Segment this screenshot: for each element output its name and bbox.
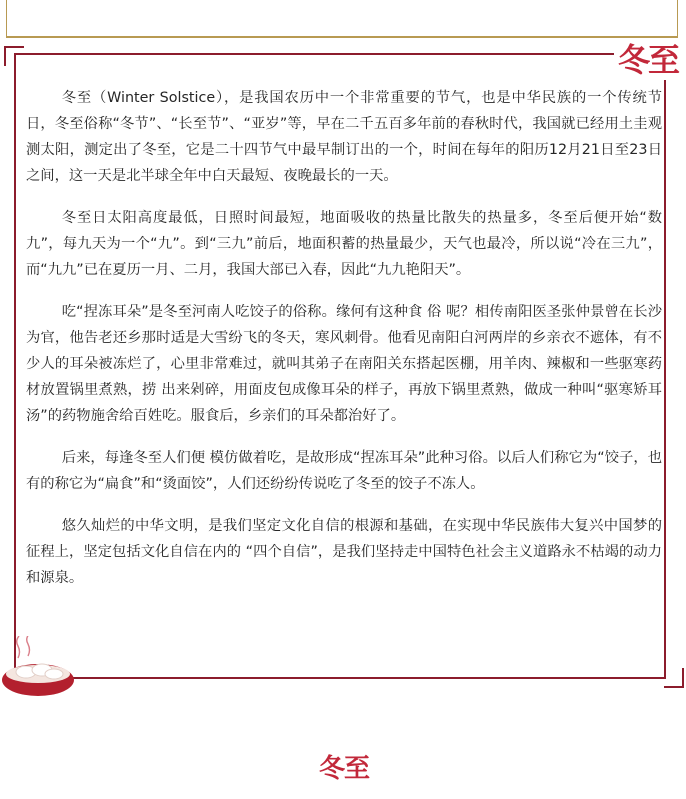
dumpling-bowl-icon — [0, 636, 80, 700]
footer-title: 冬至 — [318, 754, 369, 784]
paragraph-5: 悠久灿烂的中华文明，是我们坚定文化自信的根源和基础，在实现中华民族伟大复兴中国梦的征程上，坚定包括文化自信在内的 “四个自信”，是我们坚持走中国特色社会主义道路永不枯竭的动力和源泉。 — [26, 518, 662, 586]
frame-corner-bottom-right — [664, 668, 684, 688]
paragraph-3: 吃“捏冻耳朵”是冬至河南人吃饺子的俗称。缘何有这种食 俗 呢？相传南阳医圣张仲景曾在长沙为官，他告老还乡那时适是大雪纷飞的冬天，寒风刺骨。他看见南阳白河两岸的乡亲衣不遮体，有不少人的耳朵被冻烂了，心里非常难过，就叫其弟子在南阳关东搭起医棚，用羊肉、辣椒和一些驱寒药材放置锅里煮熟，捞 出来剁碎，用面皮包成像耳朵的样子，再放下锅里煮熟，做成一种叫“驱寒矫耳汤”的药物施舍给百姓吃。服食后，乡亲们的耳朵都治好了。 — [26, 304, 662, 424]
header-title: 冬至 — [614, 40, 682, 80]
paragraph-1: 冬至（Winter Solstice），是我国农历中一个非常重要的节气，也是中华民族的一个传统节日，冬至俗称“冬节”、“长至节”、“亚岁”等，早在二千五百多年前的春秋时代，我国就已经用土圭观测太阳，测定出了冬至，它是二十四节气中最早制订出的一个，时间在每年的阳历12月21日至23日之间，这一天是北半球全年中白天最短、夜晚最长的一天。 — [26, 90, 662, 184]
top-decorative-rule — [6, 0, 678, 38]
paragraph-2: 冬至日太阳高度最低，日照时间最短，地面吸收的热量比散失的热量多，冬至后便开始“数九”，每九天为一个“九”。到“三九”前后，地面积蓄的热量最少，天气也最冷，所以说“冷在三九”，而“九九”已在夏历一月、二月，我国大部已入春，因此“九九艳阳天”。 — [26, 210, 662, 278]
paragraph-4: 后来，每逢冬至人们便 模仿做着吃，是故形成“捏冻耳朵”此种习俗。以后人们称它为“饺子，也有的称它为“扁食”和“烫面饺”，人们还纷纷传说吃了冬至的饺子不冻人。 — [26, 450, 662, 492]
article-body — [26, 85, 662, 591]
